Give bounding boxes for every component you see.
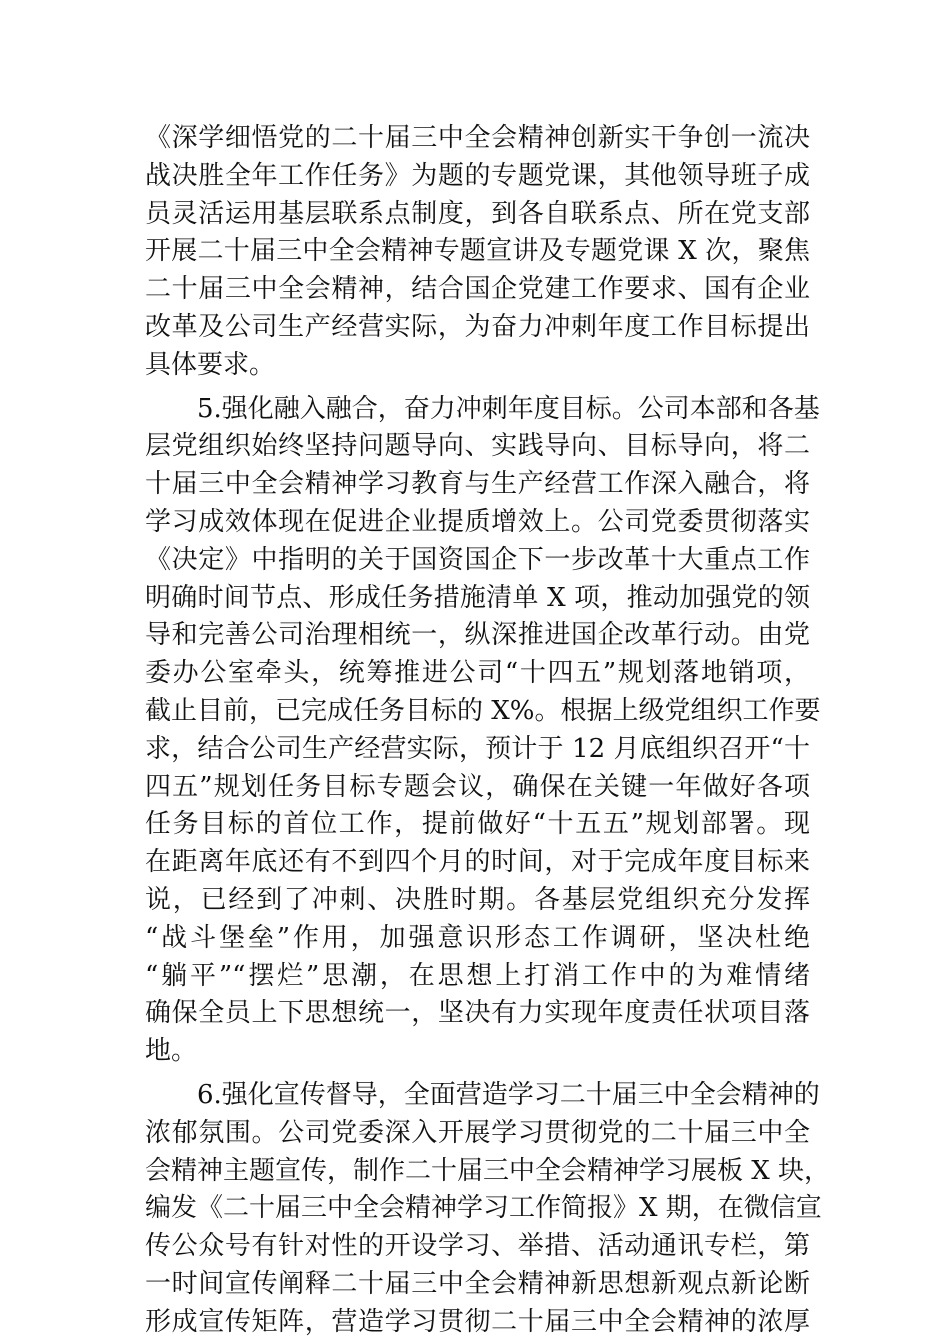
text-line: 四五”规划任务目标专题会议，确保在关键一年做好各项 bbox=[145, 771, 810, 802]
text-line: 明确时间节点、形成任务措施清单 X 项，推动加强党的领 bbox=[145, 582, 810, 613]
text-line: 《决定》中指明的关于国资国企下一步改革十大重点工作 bbox=[145, 544, 810, 575]
text-line: 员灵活运用基层联系点制度，到各自联系点、所在党支部 bbox=[145, 198, 810, 229]
text-line: 任务目标的首位工作，提前做好“十五五”规划部署。现 bbox=[145, 809, 810, 840]
paragraph-item-6 bbox=[145, 1077, 831, 1342]
text-line: 《深学细悟党的二十届三中全会精神创新实干争创一流决 bbox=[145, 123, 810, 153]
text-line: 开展二十届三中全会精神专题宣讲及专题党课 X 次，聚焦 bbox=[145, 236, 810, 267]
text-line: 会精神主题宣传，制作二十届三中全会精神学习展板 X 块， bbox=[145, 1155, 831, 1186]
text-line: 在距离年底还有不到四个月的时间，对于完成年度目标来 bbox=[145, 847, 810, 878]
text-line: 说，已经到了冲刺、决胜时期。各基层党组织充分发挥 bbox=[145, 884, 810, 915]
text-line: 层党组织始终坚持问题导向、实践导向、目标导向，将二 bbox=[145, 431, 810, 462]
document-body bbox=[145, 120, 831, 1342]
text-line: “躺平”“摆烂”思潮，在思想上打消工作中的为难情绪 bbox=[145, 960, 810, 991]
paragraph-continuation bbox=[145, 120, 810, 385]
text-line: 一时间宣传阐释二十届三中全会精神新思想新观点新论断 bbox=[145, 1268, 810, 1299]
text-line: 十届三中全会精神学习教育与生产经营工作深入融合，将 bbox=[145, 469, 810, 500]
text-line: 改革及公司生产经营实际，为奋力冲刺年度工作目标提出 bbox=[145, 311, 810, 342]
text-line: 导和完善公司治理相统一，纵深推进国企改革行动。由党 bbox=[145, 620, 810, 651]
text-line: 具体要求。 bbox=[145, 349, 276, 380]
text-line: 二十届三中全会精神，结合国企党建工作要求、国有企业 bbox=[145, 274, 810, 305]
text-line: 编发《二十届三中全会精神学习工作简报》X 期，在微信宣 bbox=[145, 1193, 822, 1224]
text-line: 6.强化宣传督导，全面营造学习二十届三中全会精神的 bbox=[197, 1079, 820, 1110]
text-line: 求，结合公司生产经营实际，预计于 12 月底组织召开“十 bbox=[145, 733, 810, 764]
text-line: 浓郁氛围。公司党委深入开展学习贯彻党的二十届三中全 bbox=[145, 1117, 810, 1148]
text-line: 确保全员上下思想统一，坚决有力实现年度责任状项目落 bbox=[145, 998, 810, 1029]
text-line: “战斗堡垒”作用，加强意识形态工作调研，坚决杜绝 bbox=[145, 922, 810, 953]
text-line: 传公众号有针对性的开设学习、举措、活动通讯专栏，第 bbox=[145, 1231, 810, 1262]
paragraph-item-5 bbox=[145, 391, 821, 1071]
text-line: 委办公室牵头，统筹推进公司“十四五”规划落地销项， bbox=[145, 658, 810, 689]
text-line: 地。 bbox=[145, 1036, 198, 1067]
text-line: 学习成效体现在促进企业提质增效上。公司党委贯彻落实 bbox=[145, 506, 810, 537]
text-line: 形成宣传矩阵，营造学习贯彻二十届三中全会精神的浓厚 bbox=[145, 1306, 810, 1337]
text-line: 5.强化融入融合，奋力冲刺年度目标。公司本部和各基 bbox=[197, 393, 820, 424]
text-line: 截止目前，已完成任务目标的 X%。根据上级党组织工作要 bbox=[145, 695, 821, 726]
text-line: 战决胜全年工作任务》为题的专题党课，其他领导班子成 bbox=[145, 160, 810, 191]
